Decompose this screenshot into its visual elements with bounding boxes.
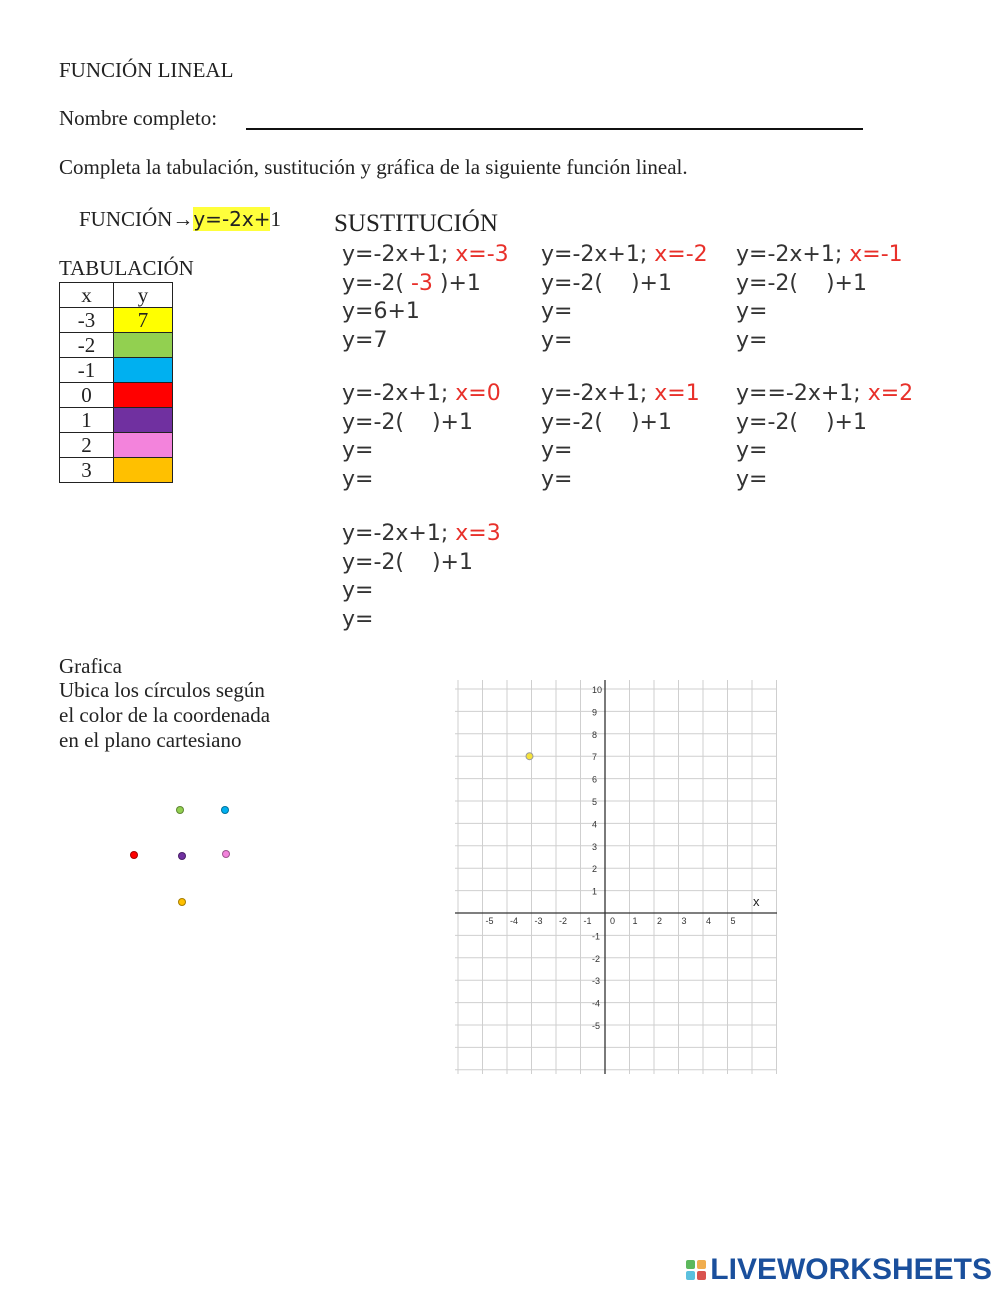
step-3-input[interactable]: y= xyxy=(541,299,573,324)
header-y: y xyxy=(114,283,173,308)
equation-text: y=-2x+1; xyxy=(342,381,456,406)
graph-title: Grafica xyxy=(59,654,122,678)
x-tick-label: 5 xyxy=(730,916,736,926)
table-row xyxy=(60,383,173,408)
y-input-cell[interactable] xyxy=(114,408,173,433)
function-statement xyxy=(79,207,281,232)
draggable-dot-red[interactable] xyxy=(130,851,138,859)
graph-instruction-line: Ubica los círculos según xyxy=(59,678,265,702)
substitution-block xyxy=(342,380,501,494)
x-tick-label: -5 xyxy=(485,916,494,926)
y-tick-label: -5 xyxy=(592,1021,601,1031)
function-prefix: FUNCIÓN→ xyxy=(79,207,194,231)
equation-text: y=-2x+1; xyxy=(342,521,456,546)
step-2-input[interactable]: y=-2( )+1 xyxy=(736,270,867,296)
step-3-input[interactable]: y= xyxy=(342,438,374,463)
substitution-title: SUSTITUCIÓN xyxy=(334,210,498,237)
x-tick-label: -1 xyxy=(583,916,592,926)
step-3-input[interactable]: y= xyxy=(342,578,374,603)
step-4-input[interactable]: y= xyxy=(541,466,573,492)
y-tick-label: -1 xyxy=(592,931,601,942)
draggable-dot-purple[interactable] xyxy=(178,852,186,860)
step-4-input[interactable]: y=7 xyxy=(342,327,388,353)
substitution-block xyxy=(736,241,903,355)
logo-mark-icon xyxy=(686,1260,706,1280)
y-tick-label: -3 xyxy=(592,976,601,987)
step-4-input[interactable]: y= xyxy=(342,606,374,632)
equation-text: y=-2x+1; xyxy=(736,242,850,267)
tabulation-title: TABULACIÓN xyxy=(59,256,194,280)
table-header-row xyxy=(60,283,173,308)
substitution-block xyxy=(541,380,700,494)
x-cell: 2 xyxy=(60,433,114,458)
x-tick-label: 3 xyxy=(681,916,687,926)
substitution-block xyxy=(342,241,509,355)
step-2-input[interactable]: y=-2( )+1 xyxy=(342,409,473,435)
step-2-tail: )+1 xyxy=(432,270,481,296)
function-highlight: y=-2x+ xyxy=(193,207,271,231)
cartesian-plane-svg[interactable] xyxy=(455,680,777,1074)
y-tick-label: 5 xyxy=(592,797,598,807)
x-value: x=2 xyxy=(867,381,914,406)
draggable-dot-orange[interactable] xyxy=(178,898,186,906)
instruction-text: Completa la tabulación, sustitución y gráfica de la siguiente función lineal. xyxy=(59,155,688,179)
x-value: x=3 xyxy=(455,521,501,546)
y-tick-label: 9 xyxy=(592,707,598,718)
table-row xyxy=(60,458,173,483)
x-cell: -1 xyxy=(60,358,114,383)
draggable-dot-green[interactable] xyxy=(176,806,184,814)
x-tick-label: 4 xyxy=(706,916,712,926)
logo-text: LIVEWORKSHEETS xyxy=(710,1253,992,1286)
x-cell: -2 xyxy=(60,333,114,358)
step-4-input[interactable]: y= xyxy=(736,327,768,353)
draggable-dot-blue[interactable] xyxy=(221,806,229,814)
y-input-cell[interactable] xyxy=(114,433,173,458)
placed-point[interactable] xyxy=(526,753,533,760)
step-2-text: y=-2( xyxy=(342,270,411,296)
step-2-input[interactable]: y=-2( )+1 xyxy=(736,409,867,435)
header-x: x xyxy=(60,283,114,308)
x-value: x=-1 xyxy=(849,242,903,267)
x-axis-label: x xyxy=(753,894,760,909)
x-tick-label: -3 xyxy=(534,916,543,926)
x-tick-label: 0 xyxy=(610,916,616,926)
worksheet-title: FUNCIÓN LINEAL xyxy=(59,58,234,82)
y-input-cell[interactable] xyxy=(114,383,173,408)
x-value: x=-3 xyxy=(455,242,509,267)
equation-text: y=-2x+1; xyxy=(342,242,456,267)
liveworksheets-logo xyxy=(686,1253,992,1287)
table-row xyxy=(60,408,173,433)
step-2-value[interactable]: -3 xyxy=(410,270,433,296)
cartesian-plane[interactable] xyxy=(455,680,777,1078)
step-3-input[interactable]: y= xyxy=(541,438,573,463)
step-2-input[interactable]: y=-2( )+1 xyxy=(541,270,672,296)
y-tick-label: 3 xyxy=(592,841,598,852)
step-3-input[interactable]: y= xyxy=(736,438,768,463)
y-tick-label: 6 xyxy=(592,774,598,785)
y-tick-label: -4 xyxy=(592,998,601,1009)
step-4-input[interactable]: y= xyxy=(342,466,374,492)
y-input-cell[interactable] xyxy=(114,458,173,483)
y-tick-label: 7 xyxy=(592,752,598,763)
x-cell: 0 xyxy=(60,383,114,408)
equation-text: y=-2x+1; xyxy=(541,381,655,406)
equation-text: y=-2x+1; xyxy=(541,242,655,267)
x-cell: 1 xyxy=(60,408,114,433)
substitution-block xyxy=(342,520,501,634)
equation-text: y==-2x+1; xyxy=(736,381,868,406)
x-tick-label: 1 xyxy=(632,916,638,926)
table-row xyxy=(60,333,173,358)
y-tick-label: 1 xyxy=(592,886,598,897)
draggable-dot-pink[interactable] xyxy=(222,850,230,858)
x-cell: -3 xyxy=(60,308,114,333)
table-row xyxy=(60,358,173,383)
step-2-input[interactable]: y=-2( )+1 xyxy=(541,409,672,435)
table-row xyxy=(60,433,173,458)
x-tick-label: -2 xyxy=(559,916,568,926)
graph-instruction-line: el color de la coordenada xyxy=(59,703,271,727)
table-row xyxy=(60,308,173,333)
x-tick-label: 2 xyxy=(657,916,663,926)
graph-instruction-line: en el plano cartesiano xyxy=(59,728,242,752)
y-tick-label: 4 xyxy=(592,819,598,830)
y-tick-label: -2 xyxy=(592,953,601,964)
y-tick-label: 2 xyxy=(592,864,598,875)
tabulation-table xyxy=(59,282,173,483)
step-4-input[interactable]: y= xyxy=(541,327,573,353)
substitution-block xyxy=(541,241,708,355)
function-suffix: 1 xyxy=(270,207,281,231)
name-label: Nombre completo: xyxy=(59,106,218,130)
substitution-block xyxy=(736,380,913,494)
name-input-line[interactable] xyxy=(246,128,863,130)
step-4-input[interactable]: y= xyxy=(736,466,768,492)
step-2-input[interactable]: y=-2( )+1 xyxy=(342,549,473,575)
x-cell: 3 xyxy=(60,458,114,483)
y-tick-label: 8 xyxy=(592,729,598,740)
x-value: x=0 xyxy=(455,381,501,406)
x-tick-label: -4 xyxy=(510,916,519,926)
y-input-cell[interactable]: 7 xyxy=(114,308,173,333)
x-value: x=-2 xyxy=(654,242,708,267)
y-input-cell[interactable] xyxy=(114,333,173,358)
y-tick-label: 10 xyxy=(592,685,603,695)
step-3-input[interactable]: y= xyxy=(736,299,768,324)
y-input-cell[interactable] xyxy=(114,358,173,383)
step-3-input[interactable]: y=6+1 xyxy=(342,299,420,324)
x-value: x=1 xyxy=(654,381,700,406)
